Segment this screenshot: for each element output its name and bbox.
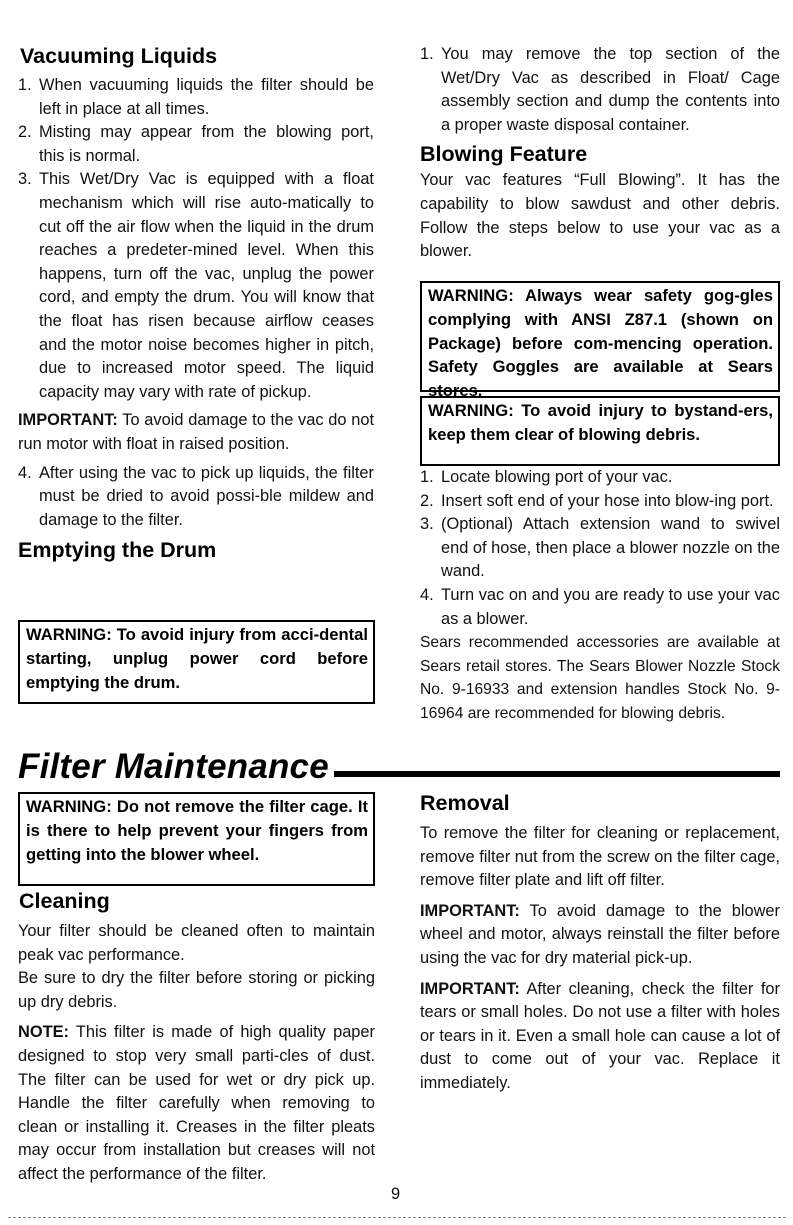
list-item: 4. After using the vac to pick up liquids, the filter must be dried to avoid possi-ble mildew and damage to the filter. — [18, 463, 374, 529]
emptying-drum-heading: Emptying the Drum — [18, 538, 217, 563]
removal-heading: Removal — [420, 791, 510, 815]
blowing-feature-heading: Blowing Feature — [420, 142, 588, 167]
title-rule — [334, 771, 780, 777]
cleaning-note: NOTE: This filter is made of high quality paper designed to stop very small parti-cles of dust. The filter can be used for wet or dry pick up. Handle the filter carefully when removing to clean or installing it. Creases in the filter pleats may occur from installation but creases will not affect the performance of the filter. — [18, 1023, 375, 1183]
list-item: 3. (Optional) Attach extension wand to swivel end of hose, then place a blower nozzle on the wand. — [420, 515, 780, 581]
accessories-paragraph: Sears recommended accessories are available at Sears retail stores. The Sears Blower Nozzle Stock No. 9-16933 and extension handles Stock No. 9-16964 are recommended for blowing debris. — [420, 634, 780, 722]
list-item: 4. Turn vac on and you are ready to use your vac as a blower. — [420, 585, 780, 628]
important-float-note: IMPORTANT: To avoid damage to the vac do not run motor with float in raised position. — [18, 411, 374, 453]
page-edge-rule — [8, 1217, 786, 1218]
list-item: 2. Misting may appear from the blowing port, this is normal. — [18, 123, 374, 165]
left-top-column — [18, 43, 374, 563]
cleaning-paragraph-2: Be sure to dry the filter before storing or picking up dry debris. — [18, 969, 375, 1011]
vacuuming-liquids-list — [18, 74, 374, 404]
list-item: 3. This Wet/Dry Vac is equipped with a float mechanism which will rise auto-matically to cut off the air flow when the liquid in the drum reaches a predeter-mined level. When this happens, turn off the vac, unplug the power cord, and empty the drum. You will know that the float has risen because airflow ceases and the motor noise becomes higher in pitch, due to increased motor speed. The liquid capacity may vary with rate of pickup. — [18, 170, 374, 401]
important-inspect-note: IMPORTANT: After cleaning, check the filter for tears or small holes. Do not use a filter with holes or tears in it. Even a small hole can cause a lot of dust to come out of your vac. Replace it immediately. — [420, 979, 780, 1092]
blowing-feature-intro: Your vac features “Full Blowing”. It has the capability to blow sawdust and other debris. Follow the steps below to use your vac as a blower. — [420, 171, 780, 261]
removal-column — [420, 790, 780, 1096]
cleaning-heading: Cleaning — [19, 889, 110, 913]
important-reinstall-note: IMPORTANT: To avoid damage to the blower wheel and motor, always reinstall the filter before using the vac for dry material pick-up. — [420, 901, 780, 967]
list-item: 2. Insert soft end of your hose into blow-ing port. — [420, 491, 774, 510]
right-top-column — [420, 43, 780, 264]
emptying-drum-warning: WARNING: To avoid injury from acci-dental starting, unplug power cord before emptying the drum. — [18, 620, 375, 704]
vacuuming-liquids-heading: Vacuuming Liquids — [20, 44, 218, 68]
list-item: 1. When vacuuming liquids the filter should be left in place at all times. — [18, 76, 374, 118]
safety-goggles-warning: WARNING: Always wear safety gog-gles complying with ANSI Z87.1 (shown on Package) before com-mencing operation. Safety Goggles are available at Sears stores. — [420, 281, 780, 392]
right-top-column-lower — [420, 466, 780, 726]
removal-paragraph: To remove the filter for cleaning or replacement, remove filter nut from the screw on the filter cage, remove filter plate and lift off filter. — [420, 824, 780, 890]
filter-maintenance-title: Filter Maintenance — [18, 747, 329, 786]
vacuuming-liquids-list-continued — [18, 462, 374, 533]
page-number: 9 — [391, 1185, 401, 1203]
list-item: 1. Locate blowing port of your vac. — [420, 468, 673, 486]
bystander-warning: WARNING: To avoid injury to bystand-ers, keep them clear of blowing debris. — [420, 396, 780, 466]
list-item: 1. You may remove the top section of the Wet/Dry Vac as described in Float/ Cage assembly section and dump the contents into a proper waste disposal container. — [420, 45, 780, 134]
cleaning-paragraph-1: Your filter should be cleaned often to maintain peak vac performance. — [18, 922, 375, 964]
blowing-steps-list — [420, 466, 780, 631]
emptying-steps-list — [420, 43, 780, 137]
filter-cage-warning: WARNING: Do not remove the filter cage. It is there to help prevent your fingers from getting into the blower wheel. — [18, 792, 375, 886]
cleaning-column — [18, 888, 375, 1187]
